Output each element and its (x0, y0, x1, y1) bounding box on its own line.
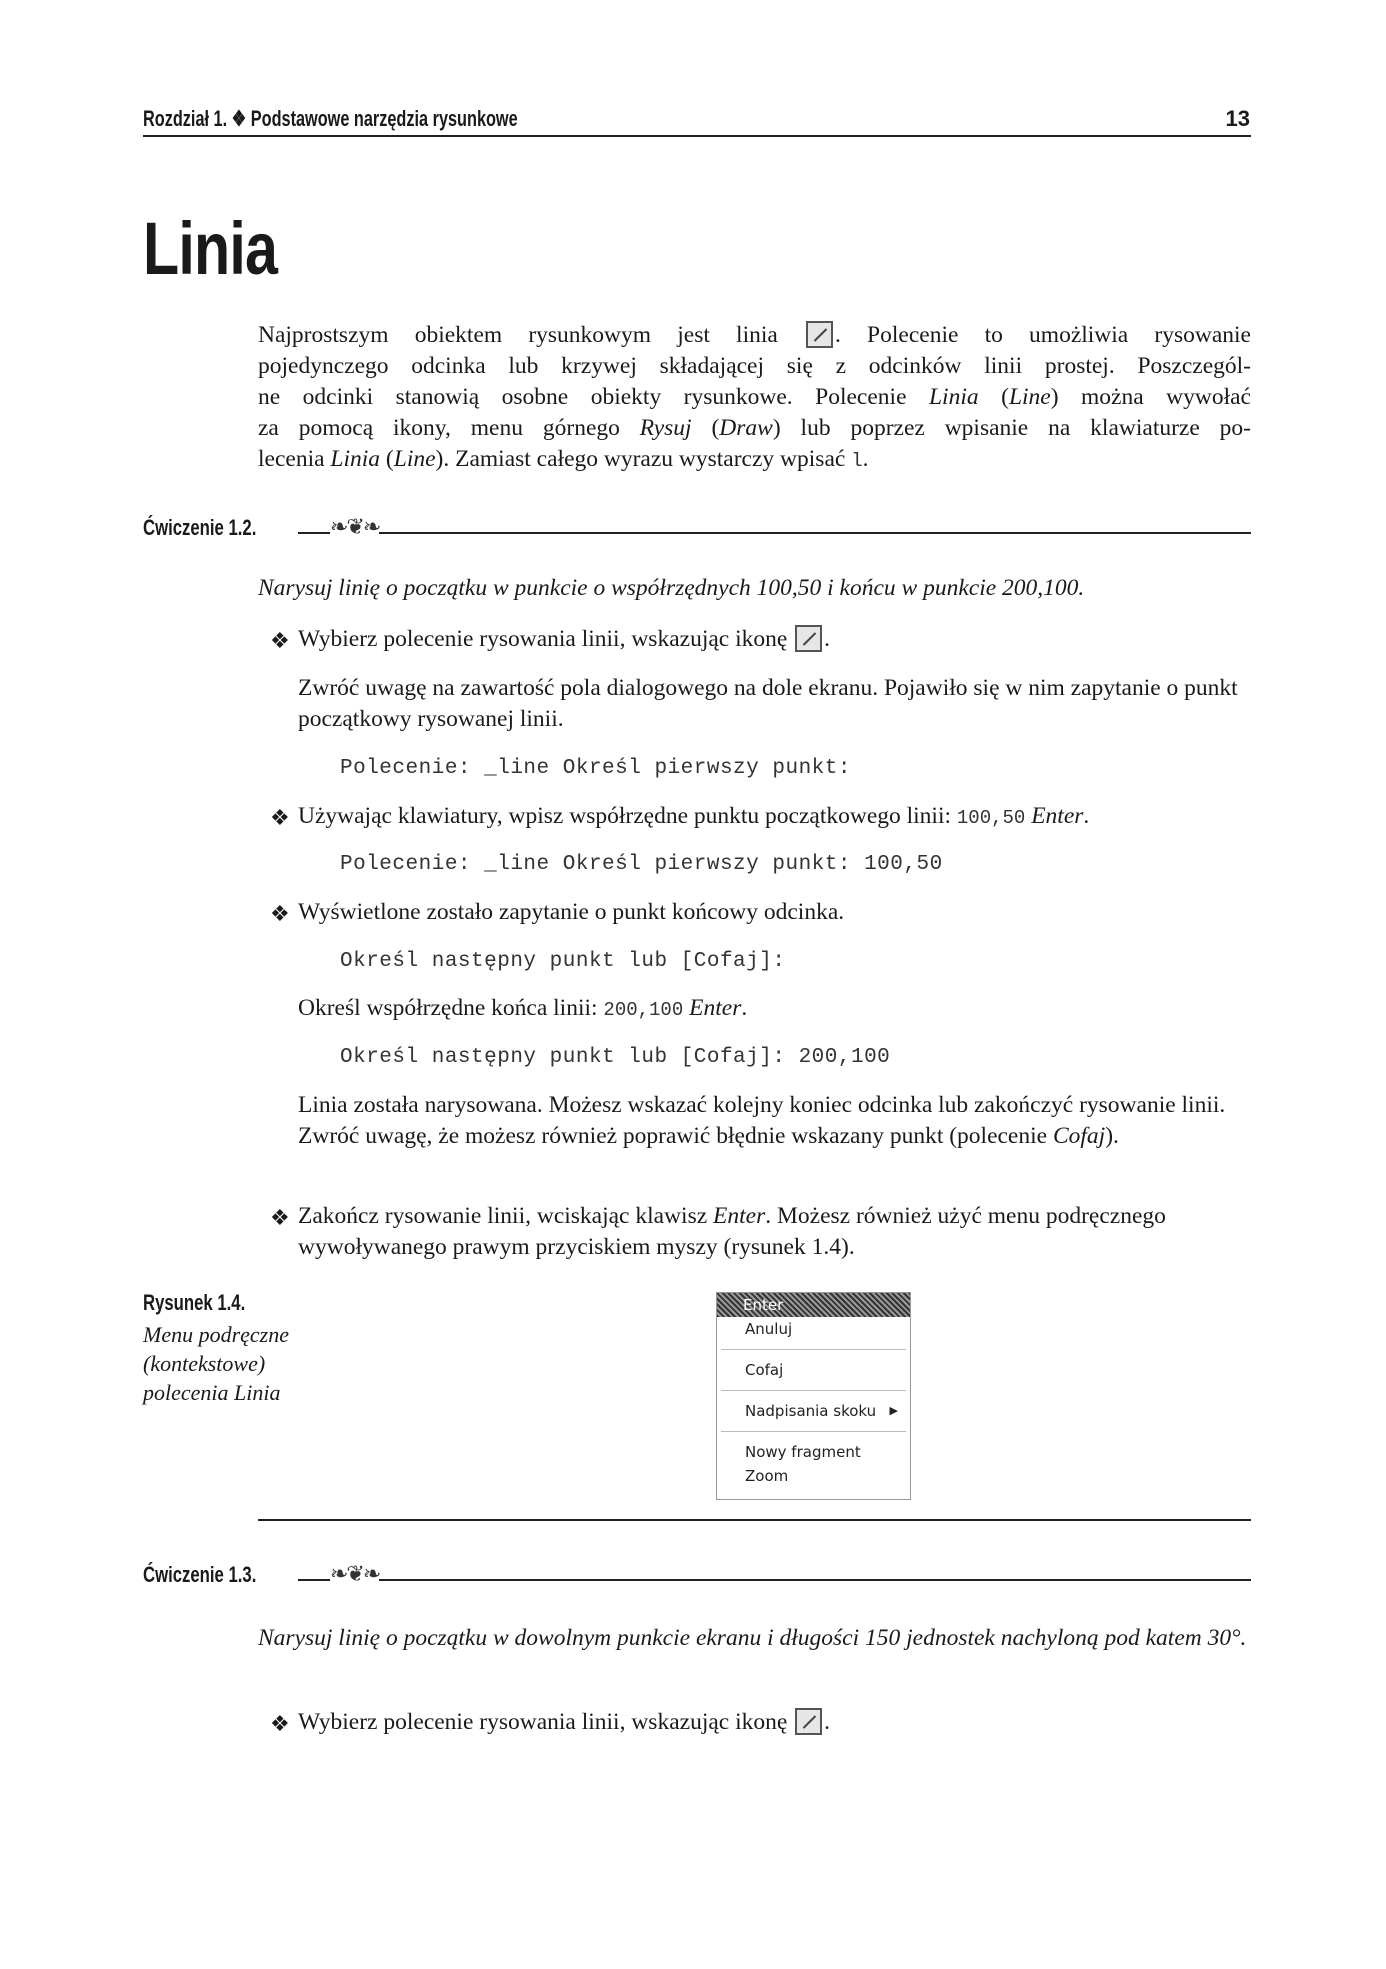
line-tool-icon (795, 1708, 822, 1735)
note-paragraph: Linia została narysowana. Możesz wskazać kolejny koniec odcinka lub zakończyć rysowanie linii. Zwróć uwagę, że możesz również poprawić błędnie wskazany punkt (polecenie Cofaj). (298, 1092, 1226, 1149)
menu-item-nowy-fragment[interactable]: Nowy fragment (745, 1443, 861, 1461)
step-item: Używając klawiatury, wpisz współrzędne punktu początkowego linii: 100,50 Enter. (298, 803, 1090, 829)
figure-rule (258, 1519, 1251, 1521)
intro-line: za pomocą ikony, menu górnego Rysuj (Draw) lub poprzez wpisanie na klawiaturze po- (258, 415, 1251, 441)
step-item: Zakończ rysowanie linii, wciskając klawisz Enter. Możesz również użyć menu podręcznego wywoływanego prawym przyciskiem myszy (rysunek 1.4). (298, 1203, 1166, 1260)
exercise-task: Narysuj linię o początku w dowolnym punkcie ekranu i długości 150 jednostek nachyloną pod katem 30°. (258, 1625, 1247, 1651)
intro-paragraph (258, 320, 1251, 477)
note-paragraph: Określ współrzędne końca linii: 200,100 Enter. (298, 995, 748, 1021)
header-rule (143, 135, 1251, 137)
step-item: Wyświetlone zostało zapytanie o punkt końcowy odcinka. (298, 899, 845, 925)
exercise-label: Ćwiczenie 1.2. (143, 515, 257, 540)
running-header: Rozdział 1. ❖ Podstawowe narzędzia rysunkowe (143, 106, 518, 131)
line-tool-icon (795, 625, 822, 652)
command-line: Polecenie: _line Określ pierwszy punkt: 100,50 (340, 853, 943, 876)
page-number: 13 (1225, 106, 1250, 131)
ornament-icon: ❧❦❧ (330, 1561, 380, 1586)
section-title: Linia (143, 207, 278, 290)
intro-line: pojedynczego odcinka lub krzywej składającej się z odcinków linii prostej. Poszczegól- (258, 353, 1251, 379)
menu-item-anuluj[interactable]: Anuluj (745, 1320, 793, 1338)
bullet-icon: ❖ (270, 805, 290, 830)
command-line: Określ następny punkt lub [Cofaj]: 200,100 (340, 1046, 891, 1069)
submenu-arrow-icon: ▶ (889, 1404, 898, 1417)
bullet-icon: ❖ (270, 901, 290, 926)
menu-item-zoom[interactable]: Zoom (745, 1467, 789, 1485)
exercise-task: Narysuj linię o początku w punkcie o współrzędnych 100,50 i końcu w punkcie 200,100. (258, 575, 1085, 601)
intro-line: lecenia Linia (Line). Zamiast całego wyrazu wystarczy wpisać l. (258, 446, 869, 472)
menu-item-enter[interactable]: Enter (717, 1293, 910, 1317)
intro-line: Najprostszym obiektem rysunkowym jest linia . Polecenie to umożliwia rysowanie (258, 322, 1251, 348)
exercise-label: Ćwiczenie 1.3. (143, 1562, 257, 1587)
exercise-rule (298, 1579, 1251, 1581)
command-line: Określ następny punkt lub [Cofaj]: (340, 950, 786, 973)
menu-separator (721, 1349, 906, 1350)
bullet-icon: ❖ (270, 628, 290, 653)
menu-item-cofaj[interactable]: Cofaj (745, 1361, 784, 1379)
command-line: Polecenie: _line Określ pierwszy punkt: (340, 757, 851, 780)
step-item: Wybierz polecenie rysowania linii, wskazując ikonę . (298, 1709, 831, 1735)
intro-line: ne odcinki stanowią osobne obiekty rysunkowe. Polecenie Linia (Line) można wywołać (258, 384, 1251, 410)
exercise-rule (298, 532, 1251, 534)
context-menu (716, 1292, 911, 1500)
menu-separator (721, 1431, 906, 1432)
step-item: Wybierz polecenie rysowania linii, wskazując ikonę . (298, 626, 831, 652)
ornament-icon: ❧❦❧ (330, 514, 380, 539)
bullet-icon: ❖ (270, 1205, 290, 1230)
figure-label: Rysunek 1.4. (143, 1290, 246, 1315)
figure-caption: Menu podręczne (kontekstowe) polecenia Linia (143, 1322, 290, 1405)
bullet-icon: ❖ (270, 1711, 290, 1736)
menu-separator (721, 1390, 906, 1391)
menu-item-nadpisania-skoku[interactable]: Nadpisania skoku ▶ (717, 1399, 910, 1423)
line-tool-icon (806, 321, 833, 348)
note-paragraph: Zwróć uwagę na zawartość pola dialogowego na dole ekranu. Pojawiło się w nim zapytanie o punkt początkowy rysowanej linii. (298, 675, 1238, 732)
